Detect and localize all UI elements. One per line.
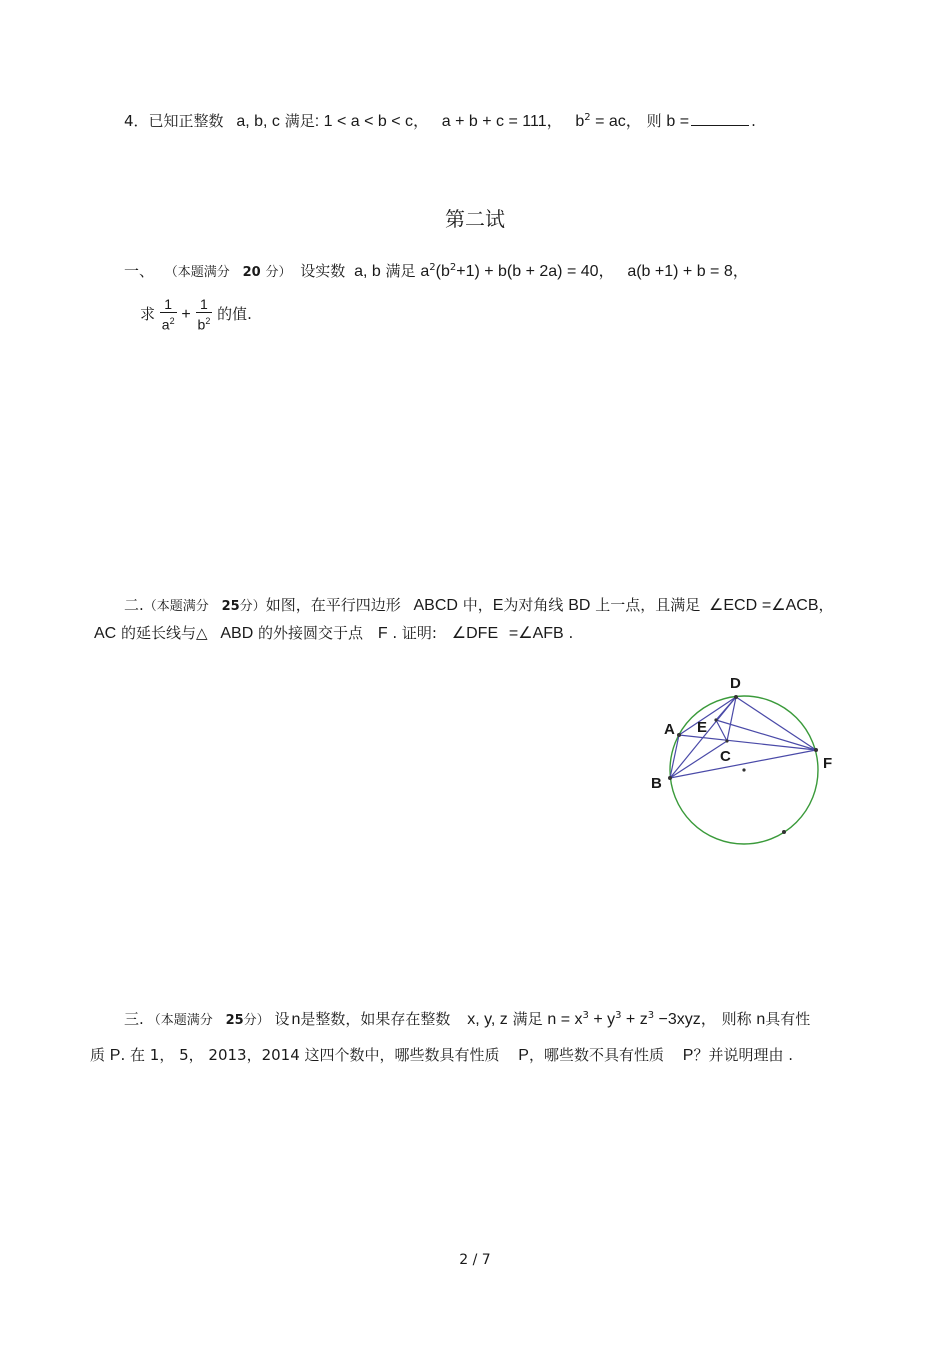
q4-ineq: : 1 < a < b < c， bbox=[314, 113, 429, 130]
p3-paren-close: 分） bbox=[243, 1013, 270, 1028]
p3-eq-z: + z bbox=[621, 1011, 648, 1028]
p1-f1-den-wrap bbox=[160, 312, 177, 333]
p1-fraction-1 bbox=[160, 296, 177, 333]
p3-line1 bbox=[124, 1006, 810, 1029]
p1-f1-exp: 2 bbox=[169, 316, 175, 326]
p1-ask-prefix: 求 bbox=[140, 304, 156, 323]
p3-n2: n bbox=[756, 1011, 766, 1028]
p1-f2-den: b bbox=[197, 316, 206, 333]
p2-prove: . 证明: bbox=[392, 624, 437, 642]
p3-setup: 设 bbox=[274, 1010, 290, 1028]
p2-angle-acb: ∠ACB bbox=[771, 597, 819, 614]
p1-f2-num: 1 bbox=[200, 296, 208, 312]
label-a: A bbox=[664, 721, 675, 738]
p3-p2: P bbox=[518, 1047, 529, 1064]
p2-bd: BD bbox=[568, 597, 591, 614]
p3-paren-open: （本题满分 bbox=[147, 1013, 213, 1028]
p2-on: 为对角线 bbox=[503, 596, 564, 614]
p3-line2 bbox=[90, 1044, 793, 1065]
p2-paren-close: 分） bbox=[239, 599, 266, 614]
p3-cond: 满足 bbox=[512, 1010, 543, 1028]
p2-ext: 的延长线与△ bbox=[121, 624, 208, 642]
p1-paren-open: （本题满分 bbox=[164, 265, 230, 280]
p3-line2b: . 在 1， 5， 2013，2014 这四个数中，哪些数具有性质 bbox=[120, 1046, 500, 1064]
p1-ask-suffix: 的值. bbox=[217, 304, 252, 323]
p3-eq-n: n = x bbox=[547, 1011, 583, 1028]
p3-e1: 3 bbox=[582, 1010, 589, 1021]
p2-line1-text: 如图，在平行四边形 bbox=[265, 596, 401, 614]
p1-line2 bbox=[140, 296, 252, 333]
p2-angle-dfe: ∠DFE bbox=[451, 625, 499, 642]
q4-vars: a, b, c bbox=[236, 113, 280, 130]
label-f: F bbox=[823, 755, 833, 772]
p2-score: 25 bbox=[221, 599, 240, 614]
p2-eq2: = bbox=[508, 625, 519, 642]
p1-fraction-2 bbox=[196, 296, 213, 333]
p2-comma: ， bbox=[818, 596, 834, 614]
p1-f1-den: a bbox=[161, 316, 170, 333]
q4-end: . bbox=[751, 112, 756, 130]
p2-line1 bbox=[124, 594, 834, 615]
section-title: 第二试 bbox=[445, 207, 505, 231]
q4-label: 4．已知正整数 bbox=[124, 112, 224, 130]
q4-answer-blank bbox=[691, 125, 749, 126]
p1-setup: 设实数 bbox=[300, 262, 346, 280]
p2-num: 二. bbox=[124, 596, 144, 614]
p1-vars: a, b bbox=[354, 263, 381, 280]
p3-num: 三. bbox=[124, 1010, 144, 1028]
p2-circ: 的外接圆交于点 bbox=[258, 624, 364, 642]
p1-eq1-b: (b bbox=[435, 263, 450, 280]
p1-eq1-exp1: 2 bbox=[429, 262, 436, 273]
p3-eq-rest: −3xyz， bbox=[654, 1011, 717, 1028]
p3-line2d: ？并说明理由 . bbox=[693, 1046, 793, 1064]
p2-e: E bbox=[492, 597, 504, 614]
q4-prod: = ac， bbox=[590, 113, 642, 130]
q4-b-exp: 2 bbox=[584, 112, 591, 123]
label-c: C bbox=[720, 748, 731, 765]
page-number: 2 / 7 bbox=[459, 1252, 491, 1268]
p3-line2c: ，哪些数不具有性质 bbox=[528, 1046, 664, 1064]
p2-abcd: ABCD bbox=[413, 597, 458, 614]
p3-line2a: 质 bbox=[90, 1046, 106, 1064]
p1-eq2: a(b +1) + b = 8， bbox=[627, 263, 749, 280]
geometry-figure bbox=[640, 668, 850, 858]
q4-b-base: b bbox=[575, 113, 585, 130]
p1-eq1-a: a bbox=[420, 263, 430, 280]
q4-then: 则 bbox=[646, 112, 662, 130]
p2-point: 上一点，且满足 bbox=[595, 596, 701, 614]
p3-xyz: x, y, z bbox=[467, 1011, 508, 1028]
p3-p: P bbox=[109, 1047, 121, 1064]
p2-angle-ecd: ∠ECD bbox=[709, 597, 758, 614]
p2-mid: 中， bbox=[462, 596, 493, 614]
p1-eq1-exp2: 2 bbox=[449, 262, 457, 273]
label-d: D bbox=[730, 675, 741, 692]
figure-lines bbox=[670, 697, 816, 778]
p3-e3: 3 bbox=[647, 1010, 655, 1021]
p1-score: 20 bbox=[242, 265, 261, 280]
p2-end: . bbox=[568, 624, 574, 642]
label-e: E bbox=[697, 719, 708, 736]
q4-line bbox=[124, 108, 756, 131]
q4-cond-word: 满足 bbox=[284, 112, 315, 130]
p1-plus: + bbox=[181, 305, 191, 323]
p3-score: 25 bbox=[225, 1013, 244, 1028]
p2-line2 bbox=[94, 622, 573, 643]
p1-paren-close: 分） bbox=[265, 265, 292, 280]
p3-has: 具有性 bbox=[765, 1010, 811, 1028]
p1-cond: 满足 bbox=[385, 262, 416, 280]
p3-int: 是整数，如果存在整数 bbox=[300, 1010, 451, 1028]
p2-eq: = bbox=[761, 597, 772, 614]
q4-sum: a + b + c = 111， bbox=[441, 113, 563, 130]
p3-eq-y: + y bbox=[588, 1011, 616, 1028]
p2-ac: AC bbox=[94, 625, 117, 642]
p2-f: F bbox=[377, 625, 388, 642]
p3-n: n bbox=[291, 1011, 301, 1028]
p1-f2-den-wrap bbox=[196, 312, 213, 333]
p3-e2: 3 bbox=[615, 1010, 622, 1021]
q4-ask: b = bbox=[666, 113, 690, 130]
p1-line1 bbox=[124, 258, 749, 281]
p1-f2-exp: 2 bbox=[205, 316, 211, 326]
p3-call: 则称 bbox=[721, 1010, 752, 1028]
label-b: B bbox=[651, 775, 662, 792]
p2-paren-open: （本题满分 bbox=[143, 599, 209, 614]
p1-f1-num: 1 bbox=[164, 296, 173, 312]
p1-num: 一、 bbox=[124, 262, 155, 280]
p3-p3: P bbox=[682, 1047, 694, 1064]
p2-angle-afb: ∠AFB bbox=[518, 625, 564, 642]
p1-eq1-rest: +1) + b(b + 2a) = 40， bbox=[456, 263, 615, 280]
p2-abd: ABD bbox=[220, 625, 254, 642]
